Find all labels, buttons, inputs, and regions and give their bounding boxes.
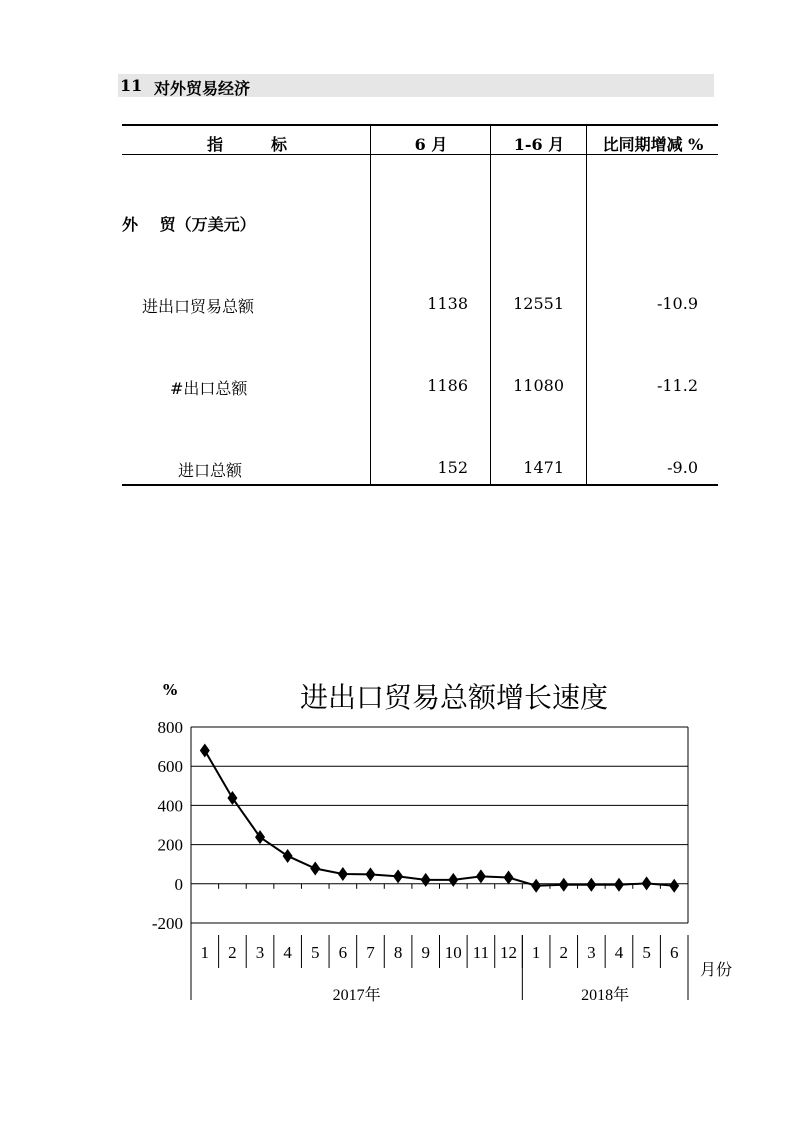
data-point: [310, 862, 320, 876]
x-tick-label: 5: [642, 943, 651, 962]
cell-total-h1: 12551: [513, 294, 564, 313]
series-line: [205, 751, 674, 886]
cell-export-jun: 1186: [427, 376, 468, 395]
data-point: [614, 878, 624, 892]
cell-total-jun: 1138: [427, 294, 468, 313]
x-tick-label: 1: [531, 943, 541, 962]
row-label-import: 进口总额: [178, 461, 243, 480]
x-tick-label: 8: [393, 943, 403, 962]
section-number: 11: [120, 76, 143, 95]
header-jan-jun: 1-6 月: [513, 135, 565, 154]
group-label: 外 贸（万美元）: [122, 215, 256, 234]
data-point: [393, 869, 403, 883]
y-axis-unit: %: [163, 681, 178, 699]
data-point: [283, 849, 293, 863]
x-tick-label: 2: [559, 943, 568, 962]
section-title: 对外贸易经济: [154, 79, 251, 98]
year-group-label: 2018年: [581, 987, 630, 1004]
x-tick-label: 3: [587, 943, 596, 962]
x-tick-label: 6: [669, 943, 679, 962]
header-yoy: 比同期增减 %: [602, 135, 704, 154]
y-tick-label: 800: [157, 718, 183, 737]
data-point: [365, 867, 375, 881]
x-tick-label: 6: [338, 943, 348, 962]
cell-import-yoy: -9.0: [667, 458, 698, 477]
x-tick-label: 2: [228, 943, 237, 962]
y-tick-label: -200: [151, 914, 183, 933]
cell-total-yoy: -10.9: [656, 294, 698, 313]
x-axis-unit: 月份: [700, 960, 733, 979]
data-point: [421, 873, 431, 887]
x-tick-label: 12: [500, 943, 518, 962]
x-tick-label: 11: [472, 943, 490, 962]
row-label-export: #出口总额: [170, 379, 248, 398]
y-tick-label: 0: [174, 874, 183, 894]
row-label-total: 进出口贸易总额: [142, 297, 255, 316]
cell-export-h1: 11080: [513, 376, 564, 395]
data-point: [338, 867, 348, 881]
data-point: [504, 871, 514, 885]
data-point: [531, 879, 541, 893]
cell-import-h1: 1471: [523, 458, 564, 477]
x-tick-label: 4: [283, 943, 292, 962]
x-tick-label: 4: [614, 943, 624, 962]
data-point: [669, 879, 679, 893]
data-point: [448, 873, 458, 887]
x-tick-label: 10: [444, 943, 462, 962]
header-indicator: 指 标: [206, 135, 287, 154]
x-tick-label: 1: [200, 943, 210, 962]
y-tick-label: 600: [157, 757, 183, 777]
data-point: [586, 878, 596, 892]
year-group-label: 2017年: [332, 987, 381, 1004]
chart-title: 进出口贸易总额增长速度: [300, 681, 609, 714]
data-point: [476, 869, 486, 883]
x-tick-label: 3: [255, 943, 265, 962]
x-tick-label: 7: [366, 943, 375, 962]
header-june: 6 月: [414, 135, 448, 154]
data-point: [642, 876, 652, 890]
y-tick-label: 200: [157, 835, 183, 855]
cell-import-jun: 152: [437, 458, 468, 477]
x-tick-label: 5: [311, 943, 320, 962]
y-tick-label: 400: [157, 796, 183, 816]
cell-export-yoy: -11.2: [656, 376, 698, 395]
data-point: [559, 878, 569, 892]
x-tick-label: 9: [421, 943, 430, 962]
